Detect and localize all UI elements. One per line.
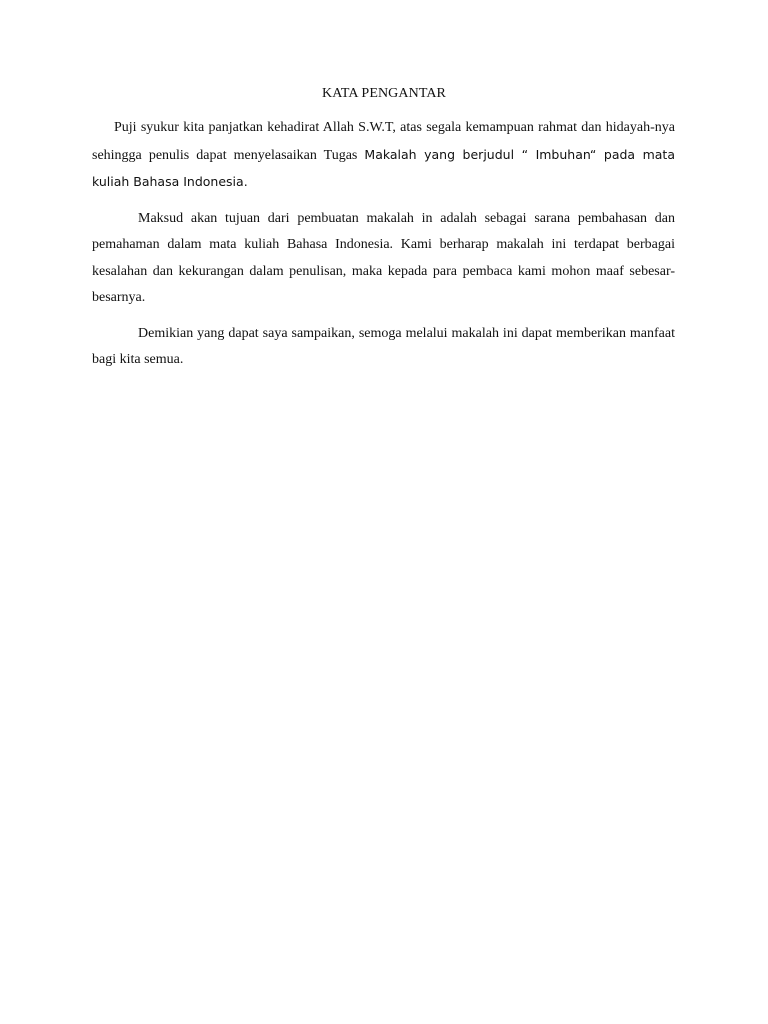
- paragraph-purpose: Maksud akan tujuan dari pembuatan makalah in adalah sebagai sarana pembahasan dan pemahaman dalam mata kuliah Bahasa Indonesia. Kami berharap makalah ini terdapat berbagai kesalahan dan kekurangan dalam penulisan, maka kepada para pembaca kami mohon maaf sebesar-besarnya.: [92, 210, 675, 305]
- paragraph-intro: [92, 115, 675, 197]
- document-body: [92, 115, 675, 383]
- page-title: KATA PENGANTAR: [322, 86, 446, 101]
- paragraph-intro-lead: Puji syukur kita panjatkan kehadirat Allah S.W.T, atas segala kemampuan rahmat dan hidayah-nya sehingga penulis dapat menyelasaikan Tugas: [92, 120, 675, 163]
- paragraph-intro-sans-text: Makalah yang berjudul “ Imbuhan“ pada mata kuliah Bahasa Indonesia.: [92, 146, 675, 189]
- paragraph-closing: Demikian yang dapat saya sampaikan, semoga melalui makalah ini dapat memberikan manfaat bagi kita semua.: [92, 325, 675, 367]
